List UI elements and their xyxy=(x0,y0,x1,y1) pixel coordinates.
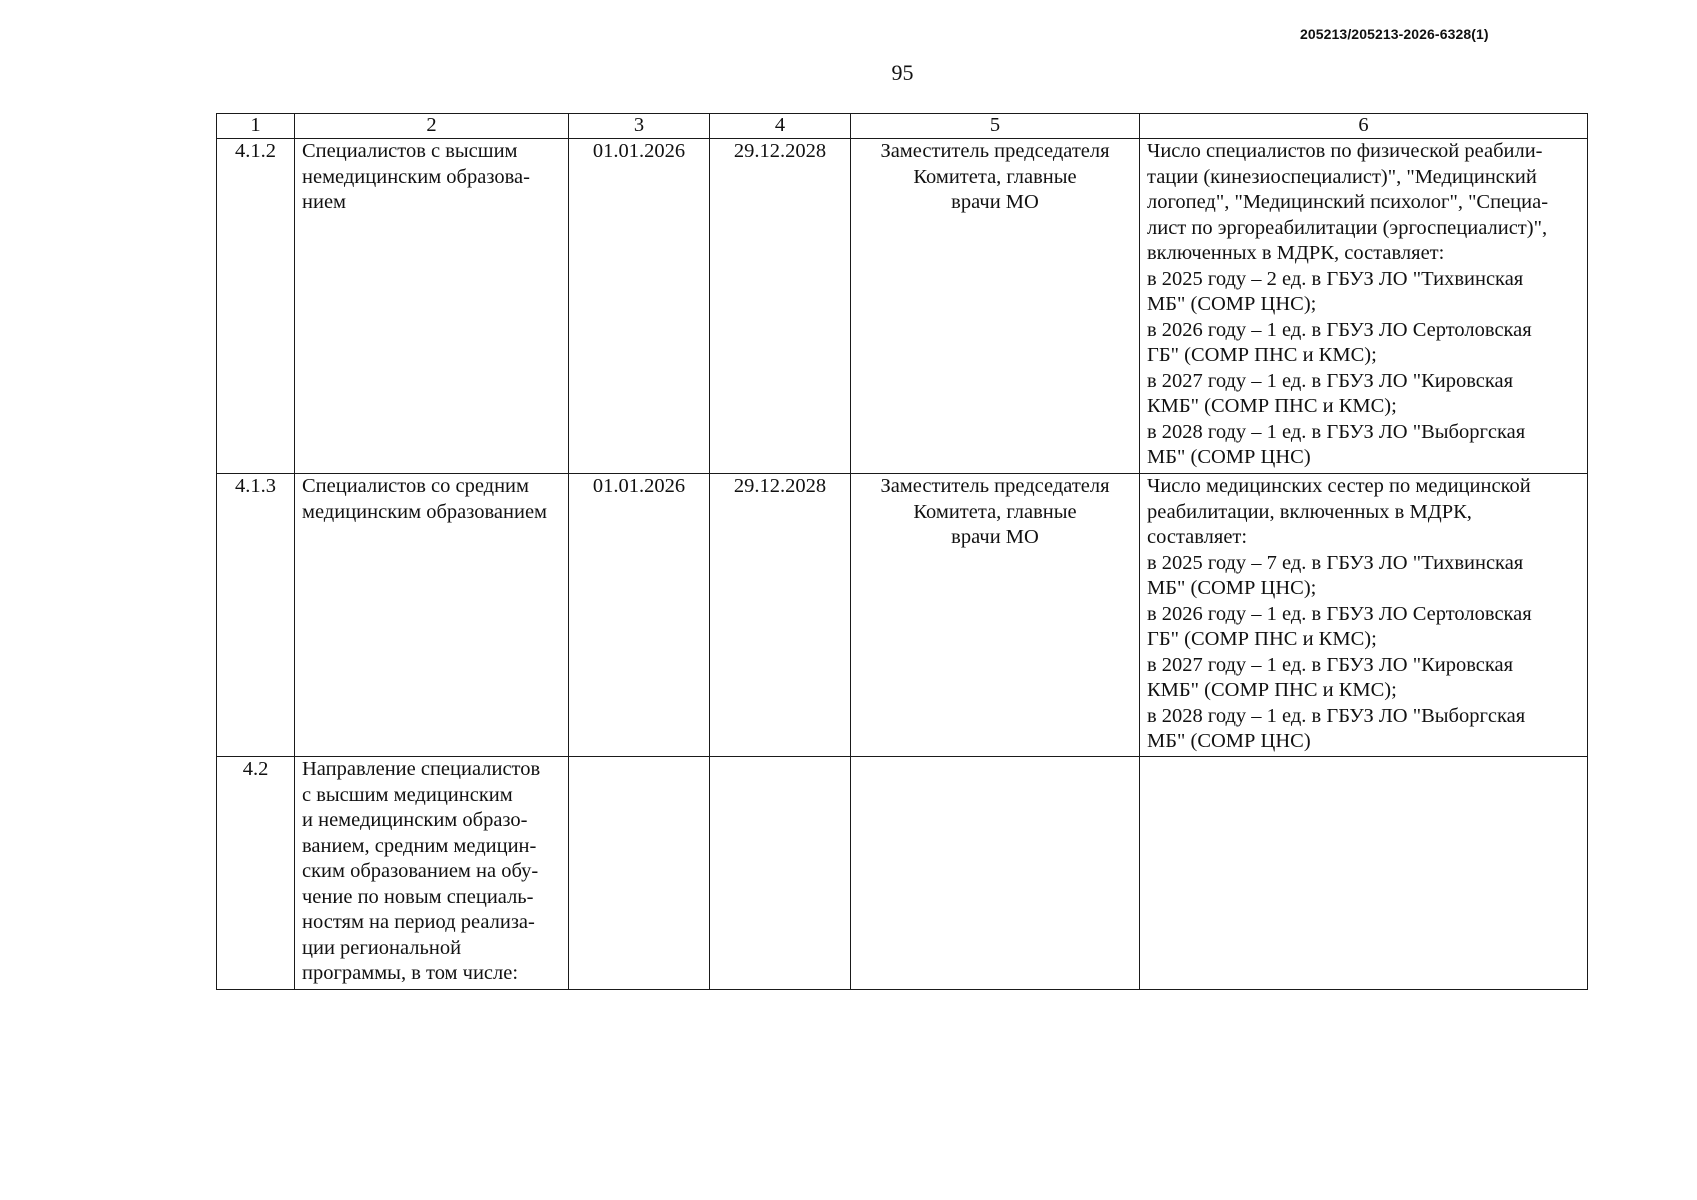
text-line: включенных в МДРК, составляет: xyxy=(1147,242,1445,264)
text-line: в 2026 году – 1 ед. в ГБУЗ ЛО Сертоловская xyxy=(1147,318,1532,341)
text-line: в 2025 году – 7 ед. в ГБУЗ ЛО "Тихвинская xyxy=(1147,551,1524,574)
expected-result xyxy=(1140,757,1588,990)
text-line: ГБ" (СОМР ПНС и КМС); xyxy=(1147,344,1377,366)
responsible xyxy=(851,139,1140,474)
text-line: Заместитель председателя xyxy=(880,140,1110,162)
text-line: с высшим медицинским xyxy=(302,783,513,806)
text-line: чение по новым специаль- xyxy=(302,885,534,908)
header-row xyxy=(217,114,1588,139)
column-header-4: 4 xyxy=(710,114,851,139)
text-line: в 2027 году – 1 ед. в ГБУЗ ЛО "Кировская xyxy=(1147,653,1514,676)
expected-result xyxy=(1140,139,1588,474)
text-line: медицинским образованием xyxy=(302,500,548,523)
activity-name xyxy=(295,757,569,990)
text-line: Число специалистов по физической реабили- xyxy=(1147,140,1543,162)
text-line: логопед", "Медицинский психолог", "Специа- xyxy=(1147,191,1549,213)
row-number: 4.1.3 xyxy=(217,474,295,757)
start-date: 01.01.2026 xyxy=(569,474,710,757)
end-date: 29.12.2028 xyxy=(710,139,851,474)
activity-name xyxy=(295,474,569,757)
text-line: Специалистов со средним xyxy=(302,475,530,497)
text-line: Комитета, главные xyxy=(913,500,1077,523)
start-date xyxy=(569,757,710,990)
plan-table xyxy=(216,113,1588,990)
text-line: и немедицинским образо- xyxy=(302,809,528,831)
text-line: врачи МО xyxy=(951,526,1039,548)
text-line: МБ" (СОМР ЦНС) xyxy=(1147,730,1311,752)
expected-result xyxy=(1140,474,1588,757)
start-date: 01.01.2026 xyxy=(569,139,710,474)
text-line: Заместитель председателя xyxy=(880,475,1110,497)
text-line: ции региональной xyxy=(302,936,462,959)
end-date xyxy=(710,757,851,990)
text-line: МБ" (СОМР ЦНС); xyxy=(1147,577,1317,599)
text-line: МБ" (СОМР ЦНС) xyxy=(1147,446,1311,468)
text-line: Комитета, главные xyxy=(913,165,1077,188)
text-line: врачи МО xyxy=(951,191,1039,213)
text-line: ностям на период реализа- xyxy=(302,911,535,933)
text-line: в 2025 году – 2 ед. в ГБУЗ ЛО "Тихвинская xyxy=(1147,267,1524,290)
column-header-2: 2 xyxy=(295,114,569,139)
text-line: МБ" (СОМР ЦНС); xyxy=(1147,293,1317,315)
column-header-3: 3 xyxy=(569,114,710,139)
text-line: тации (кинезиоспециалист)", "Медицинский xyxy=(1147,165,1537,188)
responsible xyxy=(851,757,1140,990)
row-number: 4.1.2 xyxy=(217,139,295,474)
text-line: составляет: xyxy=(1147,526,1248,548)
text-line: немедицинским образова- xyxy=(302,165,530,188)
text-line: Специалистов с высшим xyxy=(302,140,518,162)
table-row xyxy=(217,474,1588,757)
text-line: КМБ" (СОМР ПНС и КМС); xyxy=(1147,395,1397,417)
text-line: ГБ" (СОМР ПНС и КМС); xyxy=(1147,628,1377,650)
document-id: 205213/205213-2026-6328(1) xyxy=(1300,26,1489,42)
activity-name xyxy=(295,139,569,474)
end-date: 29.12.2028 xyxy=(710,474,851,757)
text-line: Направление специалистов xyxy=(302,758,541,780)
table-row xyxy=(217,139,1588,474)
page-number: 95 xyxy=(891,60,914,85)
column-header-1: 1 xyxy=(217,114,295,139)
text-line: в 2028 году – 1 ед. в ГБУЗ ЛО "Выборгская xyxy=(1147,420,1526,443)
column-header-6: 6 xyxy=(1140,114,1588,139)
text-line: в 2028 году – 1 ед. в ГБУЗ ЛО "Выборгская xyxy=(1147,704,1526,727)
text-line: лист по эргореабилитации (эргоспециалист)", xyxy=(1147,216,1548,239)
table-row xyxy=(217,757,1588,990)
text-line: программы, в том числе: xyxy=(302,962,519,984)
text-line: ским образованием на обу- xyxy=(302,860,539,882)
text-line: в 2026 году – 1 ед. в ГБУЗ ЛО Сертоловская xyxy=(1147,602,1532,625)
text-line: КМБ" (СОМР ПНС и КМС); xyxy=(1147,679,1397,701)
text-line: реабилитации, включенных в МДРК, xyxy=(1147,500,1472,523)
text-line: Число медицинских сестер по медицинской xyxy=(1147,475,1531,497)
responsible xyxy=(851,474,1140,757)
text-line: нием xyxy=(302,191,347,213)
text-line: ванием, средним медицин- xyxy=(302,834,537,857)
column-header-5: 5 xyxy=(851,114,1140,139)
text-line: в 2027 году – 1 ед. в ГБУЗ ЛО "Кировская xyxy=(1147,369,1514,392)
row-number: 4.2 xyxy=(217,757,295,990)
